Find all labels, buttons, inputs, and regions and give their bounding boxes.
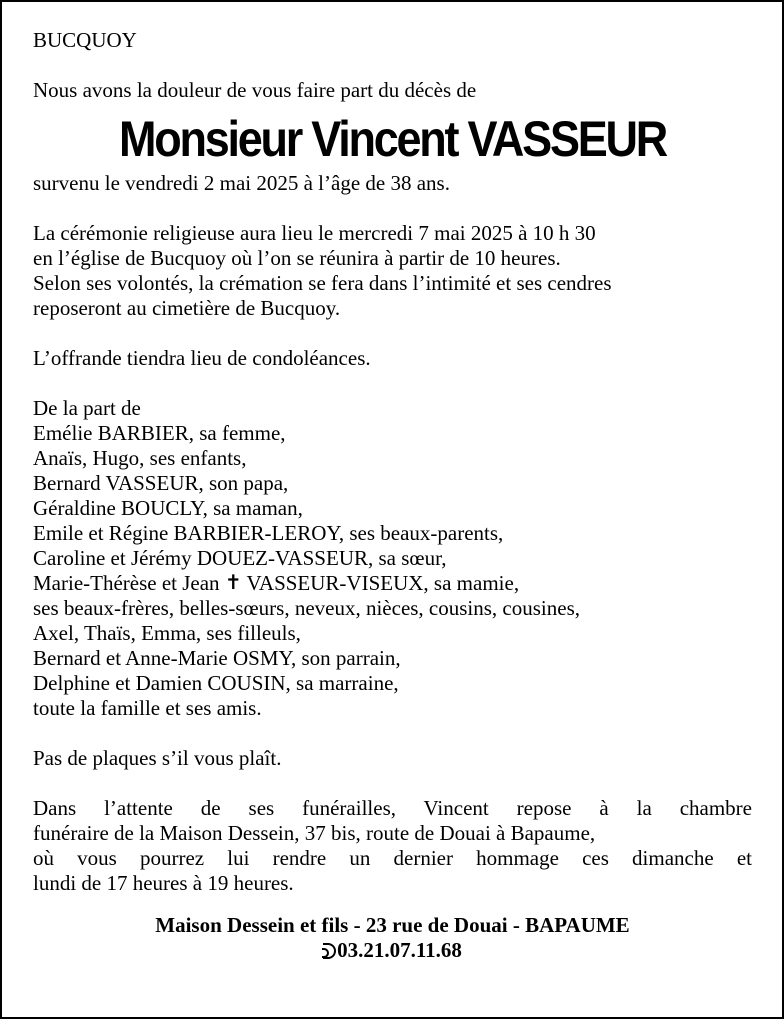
spacer — [33, 196, 752, 221]
family-intro: De la part de — [33, 396, 141, 420]
spacer — [33, 53, 752, 78]
family-member: Caroline et Jérémy DOUEZ-VASSEUR, sa sœur, — [33, 546, 447, 570]
funeral-home-phone — [33, 938, 752, 963]
ceremony-line: La cérémonie religieuse aura lieu le mercredi 7 mai 2025 à 10 h 30 — [33, 221, 596, 245]
phone-icon — [323, 943, 336, 959]
spacer — [33, 721, 752, 746]
family-member: Axel, Thaïs, Emma, ses filleuls, — [33, 621, 301, 645]
rest-line: Dans l’attente de ses funérailles, Vincent repose à la chambre — [33, 796, 752, 820]
funeral-home-footer — [33, 913, 752, 963]
no-plaques-text: Pas de plaques s’il vous plaît. — [33, 746, 282, 770]
family-member-grandmother — [33, 571, 752, 596]
family-member: Anaïs, Hugo, ses enfants, — [33, 446, 247, 470]
ceremony-line: reposeront au cimetière de Bucquoy. — [33, 296, 341, 320]
rest-line: où vous pourrez lui rendre un dernier hommage ces dimanche et — [33, 846, 752, 870]
family-member: Delphine et Damien COUSIN, sa marraine, — [33, 671, 399, 695]
family-member: Emélie BARBIER, sa femme, — [33, 421, 286, 445]
town-name: BUCQUOY — [33, 28, 137, 52]
spacer — [33, 321, 752, 346]
ceremony-paragraph — [33, 221, 752, 321]
ceremony-line: Selon ses volontés, la crémation se fera dans l’intimité et ses cendres — [33, 271, 612, 295]
grandmother-suffix: VASSEUR-VISEUX, sa mamie, — [246, 571, 520, 595]
family-member: Géraldine BOUCLY, sa maman, — [33, 496, 303, 520]
family-member: Bernard VASSEUR, son papa, — [33, 471, 289, 495]
family-member: toute la famille et ses amis. — [33, 696, 262, 720]
death-date-text: survenu le vendredi 2 mai 2025 à l’âge de 38 ans. — [33, 171, 450, 195]
family-member: ses beaux-frères, belles-sœurs, neveux, nièces, cousins, cousines, — [33, 596, 581, 620]
phone-number: 03.21.07.11.68 — [337, 938, 462, 962]
deceased-name: Monsieur Vincent VASSEUR — [119, 111, 666, 167]
grandmother-prefix: Marie-Thérèse et Jean — [33, 571, 220, 595]
offering-text: L’offrande tiendra lieu de condoléances. — [33, 346, 371, 370]
spacer — [33, 371, 752, 396]
rest-paragraph — [33, 796, 752, 896]
funeral-home-address: Maison Dessein et fils - 23 rue de Douai - BAPAUME — [155, 913, 630, 937]
ceremony-line: en l’église de Bucquoy où l’on se réunira à partir de 10 heures. — [33, 246, 561, 270]
rest-line: funéraire de la Maison Dessein, 37 bis, route de Douai à Bapaume, — [33, 821, 596, 845]
family-member: Bernard et Anne-Marie OSMY, son parrain, — [33, 646, 401, 670]
intro-text: Nous avons la douleur de vous faire part du décès de — [33, 78, 477, 102]
spacer — [33, 771, 752, 796]
rest-line: lundi de 17 heures à 19 heures. — [33, 871, 294, 895]
family-member: Emile et Régine BARBIER-LEROY, ses beaux-parents, — [33, 521, 504, 545]
cross-icon: ✝ — [224, 570, 242, 594]
family-list — [33, 396, 752, 721]
